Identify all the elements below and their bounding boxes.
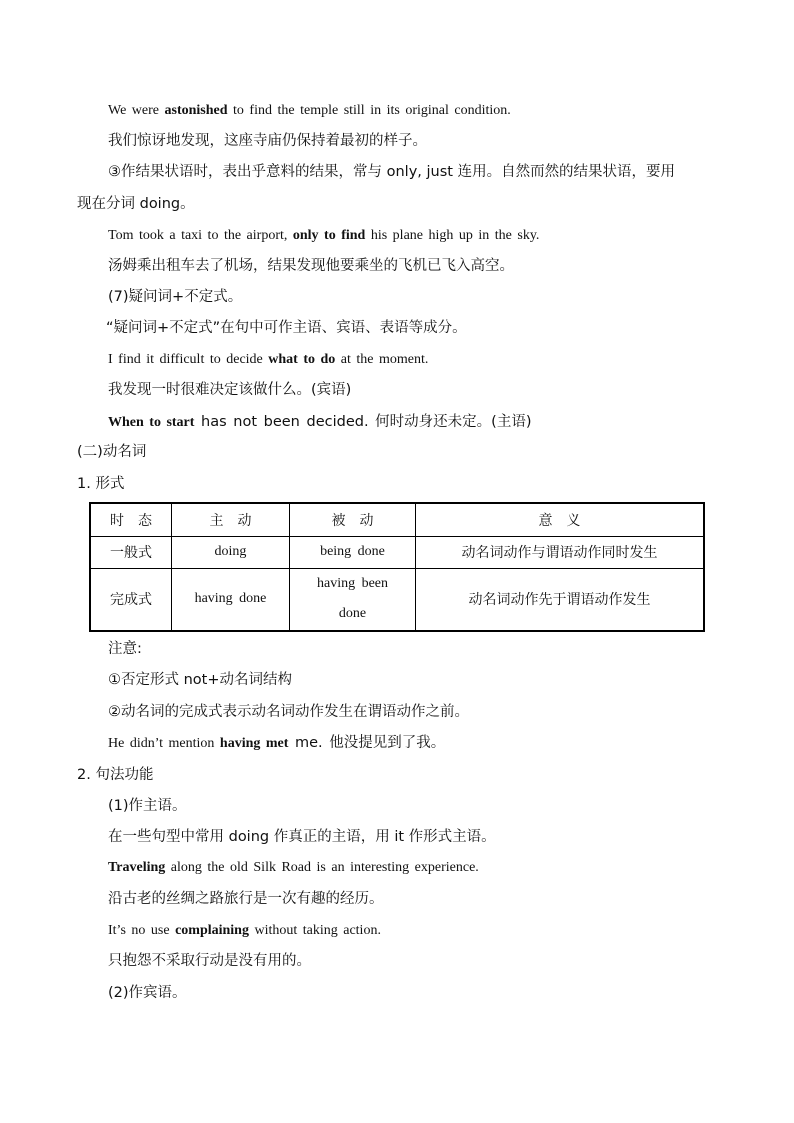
line-4: 现在分词 doing。 [77, 196, 195, 212]
line-3: ③作结果状语时，表出乎意料的结果，常与 only, just 连用。自然而然的结果状语，要用 [108, 164, 676, 180]
cell-tense: 完成式 [90, 568, 172, 631]
note-2: ②动名词的完成式表示动名词动作发生在谓语动作之前。 [108, 704, 469, 720]
cell-meaning: 动名词动作先于谓语动作发生 [416, 568, 705, 631]
line-7: (7)疑问词+不定式。 [108, 289, 243, 305]
cell-passive: being done [290, 536, 416, 568]
cell-meaning: 动名词动作与谓语动作同时发生 [416, 536, 705, 568]
table-row [90, 536, 704, 568]
section-heading-gerund: (二)动名词 [77, 444, 147, 460]
subsection-heading-syntax: 2. 句法功能 [77, 767, 154, 783]
header-meaning: 意 义 [416, 503, 705, 536]
line-5: Tom took a taxi to the airport, only to find his plane high up in the sky. [108, 228, 540, 243]
header-active: 主 动 [172, 503, 290, 536]
cell-passive: having been done [290, 568, 416, 631]
syntax-5: It’s no use complaining without taking action. [108, 923, 381, 938]
line-6: 汤姆乘出租车去了机场，结果发现他要乘坐的飞机已飞入高空。 [108, 258, 514, 274]
syntax-2: 在一些句型中常用 doing 作真正的主语，用 it 作形式主语。 [108, 829, 496, 845]
header-passive: 被 动 [290, 503, 416, 536]
line-10: 我发现一时很难决定该做什么。(宾语) [108, 382, 352, 398]
note-3: He didn’t mention having met me. 他没提见到了我。 [108, 735, 446, 751]
subsection-heading-form: 1. 形式 [77, 476, 125, 492]
gerund-forms-table [89, 502, 705, 632]
table-header-row [90, 503, 704, 536]
note-label: 注意: [108, 641, 142, 657]
line-2: 我们惊讶地发现，这座寺庙仍保持着最初的样子。 [108, 133, 427, 149]
table-row [90, 568, 704, 631]
syntax-1: (1)作主语。 [108, 798, 187, 814]
syntax-4: 沿古老的丝绸之路旅行是一次有趣的经历。 [108, 891, 384, 907]
syntax-7: (2)作宾语。 [108, 985, 187, 1001]
header-tense: 时 态 [90, 503, 172, 536]
cell-active: doing [172, 536, 290, 568]
line-9: I find it difficult to decide what to do at the moment. [108, 352, 429, 367]
syntax-6: 只抱怨不采取行动是没有用的。 [108, 953, 311, 969]
syntax-3: Traveling along the old Silk Road is an interesting experience. [108, 860, 479, 875]
cell-active: having done [172, 568, 290, 631]
cell-tense: 一般式 [90, 536, 172, 568]
line-11: When to start has not been decided. 何时动身还未定。(主语) [108, 414, 532, 430]
line-1: We were astonished to find the temple still in its original condition. [108, 103, 511, 118]
note-1: ①否定形式 not+动名词结构 [108, 672, 293, 688]
line-8: “疑问词+不定式”在句中可作主语、宾语、表语等成分。 [106, 320, 467, 336]
